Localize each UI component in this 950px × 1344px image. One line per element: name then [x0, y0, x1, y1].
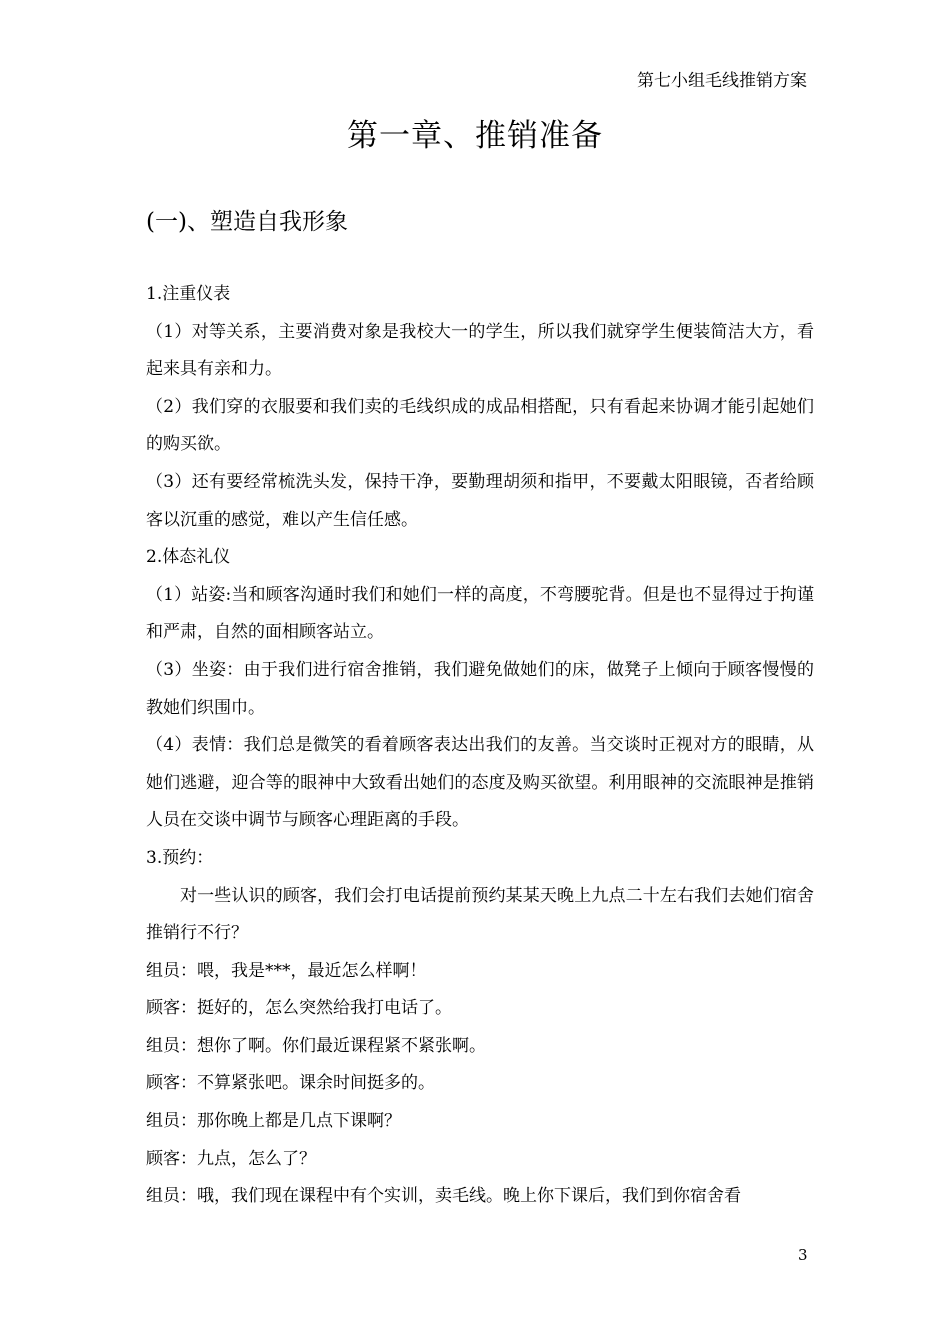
dialogue-line: 组员：哦，我们现在课程中有个实训，卖毛线。晚上你下课后，我们到你宿舍看 [146, 1186, 741, 1207]
paragraph: （3）还有要经常梳洗头发，保持干净，要勤理胡须和指甲，不要戴太阳眼镜，否者给顾客以沉重的感觉，难以产生信任感。 [146, 471, 814, 530]
dialogue-line: 组员：那你晚上都是几点下课啊？ [146, 1111, 401, 1132]
paragraph: （3）坐姿：由于我们进行宿舍推销，我们避免做她们的床，做凳子上倾向于顾客慢慢的教她们织围巾。 [146, 659, 814, 718]
body-text [146, 276, 814, 1216]
running-header: 第七小组毛线推销方案 [637, 71, 807, 91]
heading-1: 1.注重仪表 [146, 284, 231, 304]
section-title: (一)、塑造自我形象 [146, 209, 348, 235]
paragraph: （4）表情：我们总是微笑的看着顾客表达出我们的友善。当交谈时正视对方的眼睛，从她们逃避，迎合等的眼神中大致看出她们的态度及购买欲望。利用眼神的交流眼神是推销人员在交谈中调节与顾客心理距离的手段。 [146, 735, 814, 831]
dialogue-line: 顾客：挺好的，怎么突然给我打电话了。 [146, 998, 452, 1019]
dialogue-line: 组员：想你了啊。你们最近课程紧不紧张啊。 [146, 1035, 486, 1056]
dialogue-line: 顾客：不算紧张吧。课余时间挺多的。 [146, 1073, 435, 1094]
paragraph: （1）站姿:当和顾客沟通时我们和她们一样的高度，不弯腰驼背。但是也不显得过于拘谨和严肃，自然的面相顾客站立。 [146, 584, 814, 643]
paragraph: （1）对等关系，主要消费对象是我校大一的学生，所以我们就穿学生便装简洁大方，看起来具有亲和力。 [146, 321, 814, 380]
dialogue-line: 顾客：九点，怎么了？ [146, 1148, 316, 1169]
chapter-title: 第一章、推销准备 [347, 118, 603, 154]
heading-2: 2.体态礼仪 [146, 547, 231, 568]
page-number: 3 [798, 1246, 808, 1264]
heading-3: 3.预约： [146, 847, 214, 868]
paragraph: 对一些认识的顾客，我们会打电话提前预约某某天晚上九点二十左右我们去她们宿舍推销行不行？ [146, 885, 814, 944]
dialogue-line: 组员：喂，我是***，最近怎么样啊！ [146, 960, 427, 981]
paragraph: （2）我们穿的衣服要和我们卖的毛线织成的成品相搭配，只有看起来协调才能引起她们的购买欲。 [146, 396, 814, 455]
